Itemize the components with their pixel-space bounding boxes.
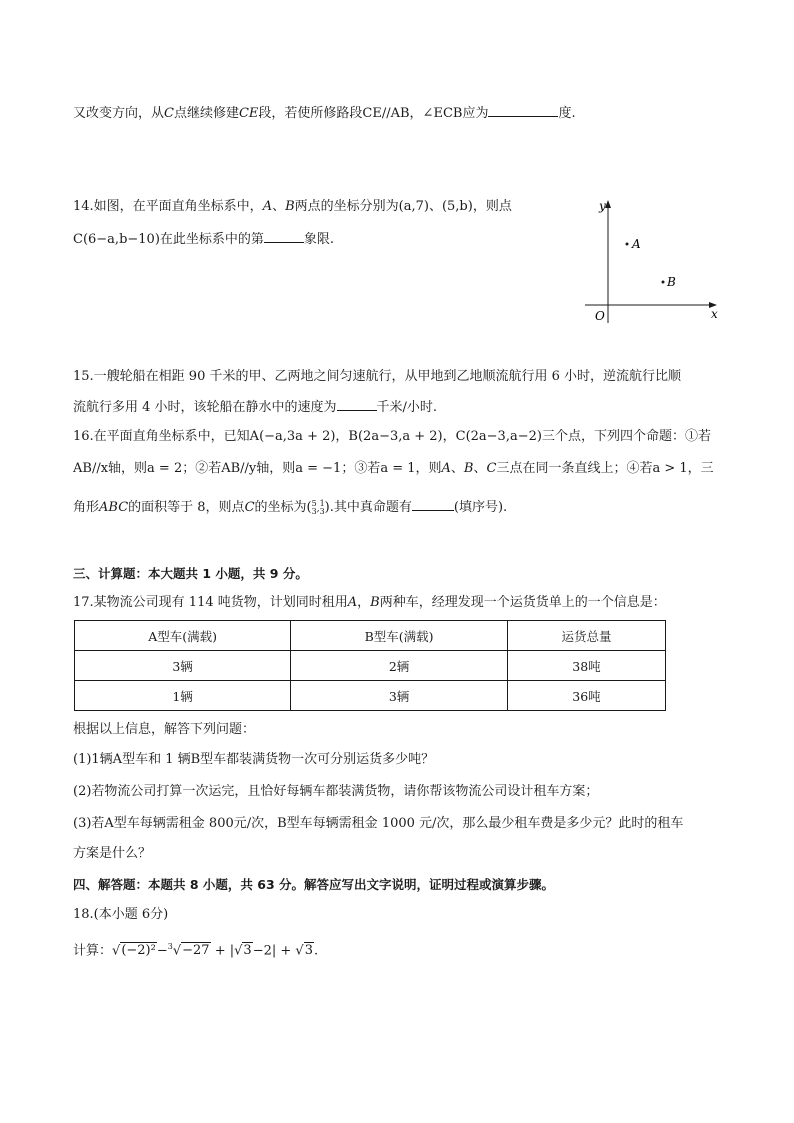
- frac-den: 3: [311, 506, 317, 516]
- q14-text: 14.如图，在平面直角坐标系中，: [73, 199, 263, 214]
- q17-after-table: 根据以上信息，解答下列问题：: [73, 722, 256, 737]
- heading-number: 8: [185, 877, 203, 892]
- q17-part-2: (2)若物流公司打算一次运完，且恰好每辆车都装满货物，请你帮该物流公司设计租车方案；: [73, 784, 599, 799]
- heading-number: 9: [265, 566, 283, 581]
- table-row: [75, 651, 666, 681]
- q13-tail-line: [73, 104, 576, 123]
- table-row: [75, 681, 666, 711]
- q17-type-a: A: [347, 595, 358, 610]
- radicand: −27: [182, 943, 210, 959]
- q16-text: AB//x轴，则a = 2；②若AB//y轴，则a = −1；③若a = 1，则: [73, 461, 442, 476]
- radicand: 3: [304, 943, 313, 959]
- operator: −: [156, 943, 168, 959]
- q13-text: 又改变方向，从: [73, 106, 165, 121]
- table-header-cell: A型车(满载): [75, 621, 291, 651]
- q15-line-1: 15.一艘轮船在相距 90 千米的甲、乙两地之间匀速航行，从甲地到乙地顺流航行用 6 小时，逆流航行比顺: [73, 369, 682, 384]
- table-cell: 2辆: [291, 651, 508, 681]
- q16-text: (填序号).: [453, 500, 508, 515]
- cube-root-index: 3: [167, 942, 173, 951]
- table-header-row: [75, 621, 666, 651]
- point-b-label: B: [667, 275, 676, 289]
- q16-triangle: ABC: [99, 500, 129, 515]
- q13-text: 段，若使所修路段CE//AB，∠ECB应为: [258, 106, 489, 121]
- y-axis-arrow: [605, 200, 611, 208]
- q13-text: 度.: [558, 106, 576, 121]
- q15-line-2: [73, 398, 437, 417]
- q18-expression: [73, 938, 318, 960]
- sqrt-sign: √: [295, 943, 304, 959]
- frac-num: 1: [319, 498, 325, 508]
- q17-type-b: B: [370, 595, 380, 610]
- heading-text: 分。解答应写出文字说明，证明过程或演算步骤。: [279, 877, 555, 892]
- q14-text: C(6−a,b−10)在此坐标系中的第: [73, 232, 264, 247]
- q14-point-b: B: [285, 199, 295, 214]
- q17-text: 17.某物流公司现有 114 吨货物，计划同时租用: [73, 595, 348, 610]
- q16-point: C: [244, 500, 255, 515]
- operator: + |: [210, 943, 235, 959]
- frac-den: 3: [319, 506, 325, 516]
- table-cell: 1辆: [75, 681, 291, 711]
- q16-text: ).其中真命题有: [324, 500, 412, 515]
- q15-text: 流航行多用 4 小时，该轮船在静水中的速度为: [73, 400, 337, 415]
- table-cell: 3辆: [75, 651, 291, 681]
- q13-segment-ce: CE: [238, 106, 259, 121]
- q18-title: 18.(本小题 6分): [73, 907, 169, 922]
- q14-text: 象限.: [303, 232, 335, 247]
- point-b-dot: [662, 281, 665, 284]
- q17-part-3-line-2: 方案是什么？: [73, 846, 152, 861]
- sqrt-sign: √: [172, 943, 182, 959]
- heading-text: 小题，共: [202, 877, 253, 892]
- q16-line-3: [73, 498, 507, 518]
- period: .: [313, 943, 319, 959]
- x-axis-label: x: [711, 307, 718, 321]
- q17-text: ，: [357, 595, 371, 610]
- q15-text: 千米/小时.: [376, 400, 438, 415]
- q13-point-c: C: [164, 106, 174, 121]
- q16-text: 、: [473, 461, 487, 476]
- section-4-heading: [73, 876, 554, 894]
- q14-text: 、: [272, 199, 286, 214]
- q16-answer-blank[interactable]: [412, 498, 454, 511]
- table-cell: 3辆: [291, 681, 508, 711]
- table-cell: 36吨: [507, 681, 665, 711]
- heading-text: 分。: [282, 566, 308, 581]
- heading-number: 63: [252, 877, 280, 892]
- q14-line-2: [73, 230, 334, 249]
- q15-answer-blank[interactable]: [337, 398, 377, 411]
- q17-part-3-line-1: (3)若A型车每辆需租金 800元/次，B型车每辆需租金 1000 元/次，那么最少租车费是多少元？此时的租车: [73, 816, 684, 831]
- q14-line-1: [73, 198, 512, 216]
- freight-table: [74, 620, 666, 711]
- q18-label: 计算：: [73, 943, 113, 959]
- point-a-label: A: [632, 237, 641, 251]
- table-cell: 38吨: [507, 651, 665, 681]
- q14-point-a: A: [262, 199, 273, 214]
- q13-answer-blank[interactable]: [488, 104, 558, 117]
- q14-answer-blank[interactable]: [264, 230, 304, 243]
- q16-line-2: [73, 460, 714, 478]
- heading-text: 四、解答题：本题共: [73, 877, 186, 892]
- radicand: 3: [243, 943, 252, 959]
- q14-text: 两点的坐标分别为(a,7)、(5,b)，则点: [294, 199, 512, 214]
- q13-text: 点继续修建: [173, 106, 239, 121]
- q16-point: C: [486, 461, 497, 476]
- radicand: (−2)²: [121, 943, 156, 959]
- q16-point: A: [441, 461, 451, 476]
- sqrt-sign: √: [234, 943, 243, 959]
- frac-num: 5: [311, 498, 317, 508]
- table-header-cell: B型车(满载): [291, 621, 508, 651]
- point-a-dot: [626, 243, 629, 246]
- q17-part-1: (1)1辆A型车和 1 辆B型车都装满货物一次可分别运货多少吨？: [73, 752, 435, 767]
- y-axis-label: y: [599, 199, 606, 213]
- frac-sep: ,: [316, 504, 320, 514]
- q16-text: 的面积等于 8，则点: [128, 500, 245, 515]
- q16-text: 角形: [73, 500, 100, 515]
- q17-text: 两种车，经理发现一个运货货单上的一个信息是：: [379, 595, 666, 610]
- heading-number: 1: [198, 566, 216, 581]
- sqrt-sign: √: [112, 943, 121, 959]
- origin-label: O: [595, 309, 605, 323]
- heading-text: 三、计算题：本大题共: [73, 566, 199, 581]
- q16-line-1: 16.在平面直角坐标系中，已知A(−a,3a + 2)，B(2a−3,a + 2)，C(2a−3,a−2)三个点，下列四个命题：①若: [73, 429, 711, 444]
- q16-point: B: [463, 461, 474, 476]
- operator: −2| +: [252, 943, 296, 959]
- q14-coordinate-figure: [580, 193, 725, 328]
- q16-text: 、: [450, 461, 464, 476]
- section-3-heading: [73, 565, 308, 583]
- heading-text: 小题，共: [215, 566, 266, 581]
- table-header-cell: 运货总量: [507, 621, 665, 651]
- q16-text: 的坐标为(: [254, 500, 312, 515]
- q16-text: 三点在同一条直线上；④若a > 1，三: [496, 461, 714, 476]
- q17-intro: [73, 594, 666, 612]
